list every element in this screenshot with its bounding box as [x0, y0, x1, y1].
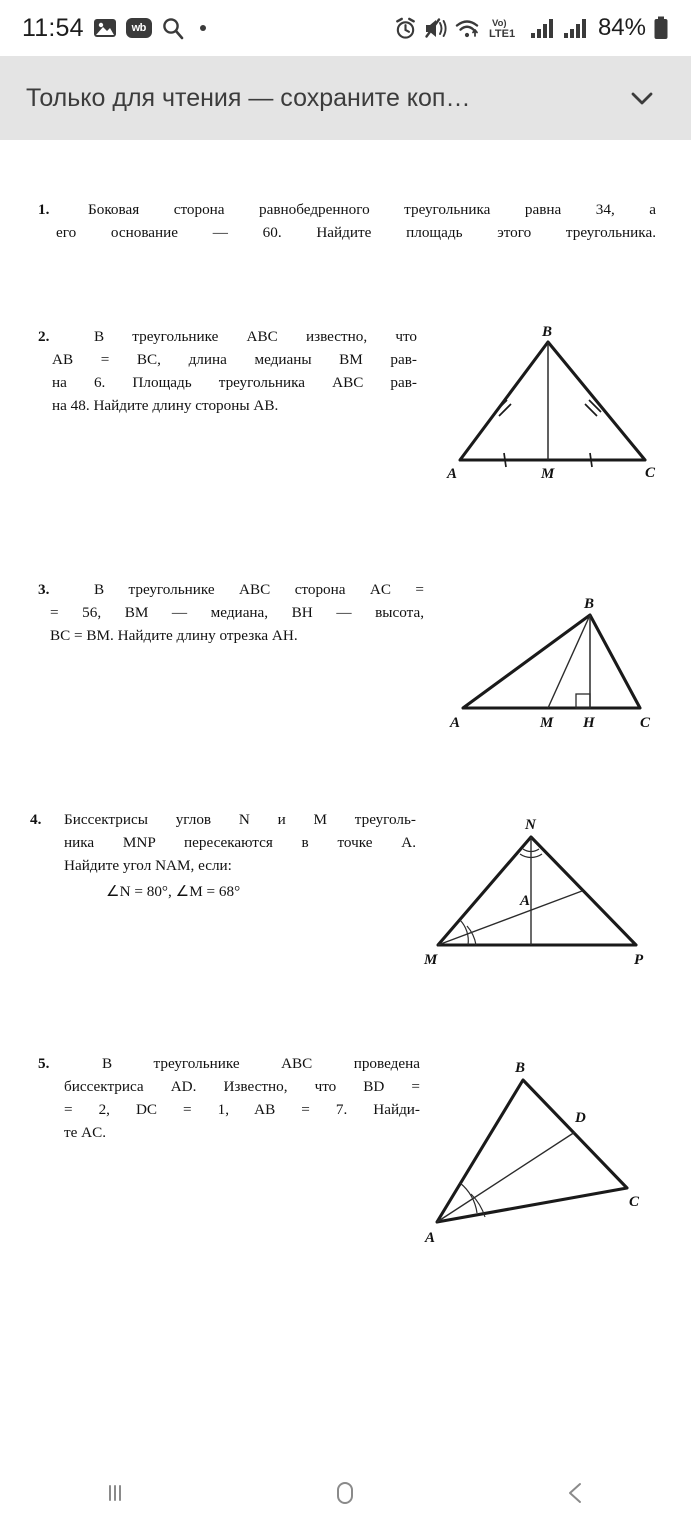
problem-5-line-3: = 2, DC = 1, AB = 7. Найди- [64, 1101, 420, 1119]
problem-5-line-4: те AC. [64, 1124, 107, 1142]
problem-3-number: 3. [38, 581, 50, 598]
figure-4-label-P: P [634, 952, 644, 968]
readonly-banner[interactable] [0, 56, 691, 140]
wifi-icon [455, 17, 482, 40]
problem-5-line-2: биссектриса AD. Известно, что BD = [64, 1078, 420, 1096]
problem-4-formula: ∠N = 80°, ∠M = 68° [106, 883, 241, 901]
problem-2-line-1: В треугольнике ABC известно, что [94, 328, 417, 345]
problem-2-figure [440, 320, 665, 500]
figure-2-label-M: M [541, 466, 555, 482]
document-viewer[interactable] [0, 140, 691, 1450]
android-nav-bar [0, 1450, 691, 1536]
figure-5-label-D: D [575, 1110, 586, 1126]
problem-3-line-1: В треугольнике ABC сторона AC = [94, 581, 424, 598]
figure-4-label-M: M [424, 952, 438, 968]
status-bar-right [394, 14, 669, 42]
status-clock: 11:54 [22, 13, 84, 42]
problem-4-line-1: Биссектрисы углов N и M треуголь- [64, 811, 416, 828]
back-icon[interactable] [516, 1461, 636, 1525]
angle-arc-double-m [460, 920, 476, 945]
problem-3-line-3: BC = BM. Найдите длину отрезка AH. [50, 627, 298, 645]
tick-single-mc [590, 453, 592, 467]
search-icon [161, 16, 185, 40]
figure-3-label-A: A [450, 715, 461, 731]
figure-3-label-B: B [584, 596, 595, 612]
problem-3-text [38, 578, 438, 647]
figure-4-label-A: A [520, 893, 531, 909]
gallery-icon [93, 17, 117, 39]
problem-2-line-3: на 6. Площадь треугольника ABC рав- [52, 374, 417, 392]
figure-5-label-A: A [425, 1230, 436, 1246]
problem-3-figure [440, 580, 665, 735]
problem-5-line-1: В треугольнике ABC проведена [102, 1055, 420, 1072]
problem-4 [30, 808, 440, 903]
problem-1-line-2: его основание — 60. Найдите площадь этого треугольника. [56, 224, 656, 242]
mute-icon [424, 17, 448, 40]
right-angle-at-h [576, 694, 590, 708]
alarm-icon [394, 17, 417, 40]
problem-4-line-2: ника MNP пересекаются в точке A. [64, 834, 416, 852]
problem-2-line-4: на 48. Найдите длину стороны AB. [52, 397, 279, 415]
figure-3-label-C: C [640, 715, 651, 731]
figure-3-label-M: M [540, 715, 554, 731]
signal-icon-1 [530, 17, 556, 39]
problem-1-text [38, 198, 656, 244]
problem-2 [38, 325, 438, 417]
problem-2-number: 2. [38, 328, 50, 345]
home-icon[interactable] [285, 1461, 405, 1525]
tick-single-am [504, 453, 506, 467]
triangle-abc-median-bm-altitude-bh [440, 580, 665, 735]
problem-4-line-3: Найдите угол NAM, если: [64, 857, 232, 875]
angle-arc-double-a [460, 1183, 485, 1217]
chevron-down-icon[interactable] [619, 75, 665, 121]
dot-icon [200, 25, 206, 31]
problem-4-figure [420, 805, 660, 970]
problem-2-text [38, 325, 438, 417]
figure-2-label-B: B [542, 324, 553, 340]
problem-1-line-1: Боковая сторона равнобедренного треугольника равна 34, а [88, 201, 656, 218]
figure-3-label-H: H [583, 715, 595, 731]
battery-icon [653, 16, 669, 40]
figure-2-label-C: C [645, 465, 656, 481]
battery-percent-label: 84% [597, 14, 646, 41]
wildberries-icon: wb [126, 18, 152, 38]
figure-5-label-B: B [515, 1060, 526, 1076]
status-bar-left [22, 14, 206, 43]
isosceles-triangle-abc-median-bm [440, 320, 665, 500]
figure-2-label-A: A [447, 466, 458, 482]
status-bar [0, 0, 691, 56]
problem-5-figure [415, 1050, 660, 1250]
problem-1 [38, 198, 656, 244]
svg-text:LTE1: LTE1 [488, 28, 516, 40]
problem-4-text [30, 808, 440, 903]
readonly-banner-title: Только для чтения — сохраните коп… [26, 83, 471, 112]
problem-5 [38, 1052, 438, 1144]
recents-icon[interactable] [55, 1461, 175, 1525]
svg-text:Vo): Vo) [491, 18, 507, 29]
problem-5-number: 5. [38, 1055, 50, 1072]
problem-5-text [38, 1052, 438, 1144]
problem-2-line-2: AB = BC, длина медианы BM рав- [52, 351, 417, 369]
problem-4-number: 4. [30, 811, 42, 828]
volte-icon [489, 16, 523, 40]
document-page [0, 140, 691, 1450]
triangle-abc-bisector-ad [415, 1050, 660, 1250]
problem-3-line-2: = 56, BM — медиана, BH — высота, [50, 604, 424, 622]
triangle-mnp-bisectors-intersect-at-a [420, 805, 660, 970]
problem-1-number: 1. [38, 201, 50, 218]
figure-5-label-C: C [629, 1194, 640, 1210]
problem-3 [38, 578, 438, 647]
signal-icon-2 [563, 17, 589, 39]
figure-4-label-N: N [525, 817, 536, 833]
